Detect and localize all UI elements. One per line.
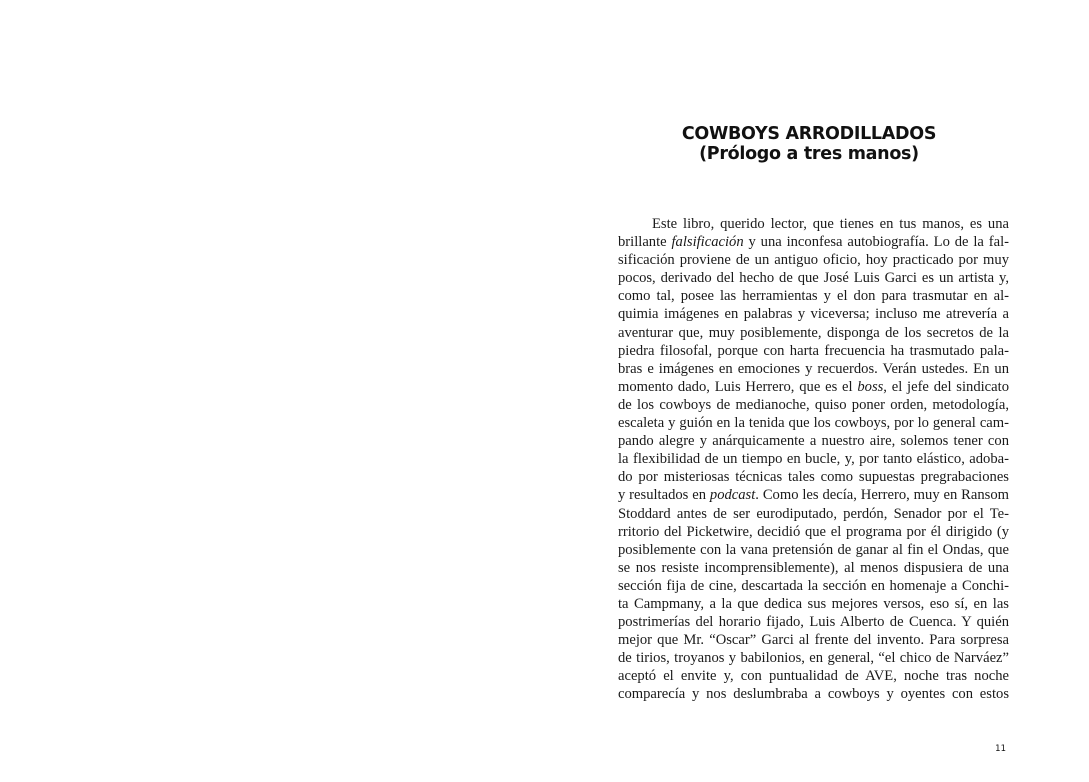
text-line bbox=[618, 577, 1009, 595]
text-segment: momento dado, Luis Herrero, que es el bbox=[618, 378, 858, 395]
text-line bbox=[618, 450, 1009, 468]
text-line bbox=[618, 251, 1009, 269]
text-segment: y una inconfesa autobiografía. Lo de la fal- bbox=[743, 234, 1009, 251]
italic-text-segment: podcast bbox=[709, 487, 756, 504]
text-line bbox=[618, 215, 1009, 233]
text-segment: , el jefe del sindicato bbox=[883, 378, 1009, 395]
text-segment: Stoddard antes de ser eurodiputado, perdón, Senador por el Te- bbox=[618, 505, 1009, 522]
text-segment: rritorio del Picketwire, decidió que el programa por él dirigido (y bbox=[618, 523, 1009, 540]
text-segment: Este libro, querido lector, que tienes en tus manos, es una bbox=[652, 216, 1009, 232]
text-segment: aceptó el envite y, con puntualidad de AVE, noche tras noche bbox=[618, 668, 1009, 685]
text-line bbox=[618, 595, 1009, 613]
chapter-heading bbox=[606, 124, 1012, 164]
text-segment: do por misteriosas técnicas tales como supuestas pregrabaciones bbox=[618, 469, 1009, 486]
italic-text-segment: boss bbox=[857, 378, 884, 395]
text-segment: escaleta y guión en la tenida que los cowboys, por lo general cam- bbox=[618, 415, 1009, 432]
text-line bbox=[618, 432, 1009, 450]
text-line bbox=[618, 685, 1009, 703]
text-line bbox=[618, 378, 1009, 396]
text-segment: ta Campmany, a la que dedica sus mejores versos, eso sí, en las bbox=[618, 595, 1009, 612]
text-segment: brillante bbox=[618, 234, 672, 251]
text-line bbox=[618, 414, 1009, 432]
text-segment: . Como les decía, Herrero, muy en Ransom bbox=[755, 487, 1009, 504]
text-line bbox=[618, 324, 1009, 342]
right-page bbox=[544, 0, 1089, 782]
text-line bbox=[618, 396, 1009, 414]
text-segment: y resultados en bbox=[618, 487, 710, 504]
text-line bbox=[618, 305, 1009, 323]
page-number: 11 bbox=[995, 744, 1006, 754]
text-segment: bras e imágenes en emociones y recuerdos. Verán ustedes. En un bbox=[618, 360, 1009, 377]
text-line bbox=[618, 233, 1009, 251]
text-line bbox=[618, 559, 1009, 577]
text-segment: la flexibilidad de un tiempo en bucle, y, por tanto elástico, adoba- bbox=[618, 451, 1009, 468]
text-line bbox=[618, 342, 1009, 360]
text-segment: quimia imágenes en palabras y viceversa; incluso me atrevería a bbox=[618, 306, 1009, 323]
chapter-title: COWBOYS ARRODILLADOS bbox=[681, 124, 937, 144]
text-segment: se nos resiste incomprensiblemente), al menos dispusiera de una bbox=[618, 559, 1009, 576]
text-line bbox=[618, 287, 1009, 305]
text-line bbox=[618, 523, 1009, 541]
text-segment: posiblemente con la vana pretensión de ganar al fin el Ondas, que bbox=[618, 541, 1009, 558]
text-segment: de tirios, troyanos y babilonios, en general, “el chico de Narváez” bbox=[618, 650, 1009, 667]
text-segment: mejor que Mr. “Oscar” Garci al frente del invento. Para sorpresa bbox=[618, 632, 1009, 649]
text-segment: pando alegre y anárquicamente a nuestro aire, solemos tener con bbox=[618, 433, 1009, 450]
text-segment: de los cowboys de medianoche, quiso poner orden, metodología, bbox=[618, 396, 1009, 413]
text-line bbox=[618, 269, 1009, 287]
body-paragraph bbox=[618, 215, 1009, 704]
text-segment: postrimerías del horario fijado, Luis Alberto de Cuenca. Y quién bbox=[618, 614, 1009, 631]
left-page-blank bbox=[0, 0, 544, 782]
text-line bbox=[618, 360, 1009, 378]
text-segment: piedra filosofal, porque con harta frecuencia ha trasmutado pala- bbox=[618, 342, 1009, 359]
text-segment: como tal, posee las herramientas y el don para trasmutar en al- bbox=[618, 288, 1009, 305]
text-line bbox=[618, 613, 1009, 631]
chapter-subtitle: (Prólogo a tres manos) bbox=[699, 144, 919, 164]
text-segment: comparecía y nos deslumbraba a cowboys y oyentes con estos bbox=[618, 686, 1009, 703]
text-line bbox=[618, 667, 1009, 685]
text-line bbox=[618, 486, 1009, 504]
text-segment: sección fija de cine, descartada la sección en homenaje a Conchi- bbox=[618, 577, 1009, 594]
text-line bbox=[618, 631, 1009, 649]
text-line bbox=[618, 505, 1009, 523]
text-line bbox=[618, 541, 1009, 559]
text-segment: sificación proviene de un antiguo oficio, hoy practicado por muy bbox=[618, 252, 1009, 269]
text-line bbox=[618, 468, 1009, 486]
text-segment: pocos, derivado del hecho de que José Luis Garci es un artista y, bbox=[618, 270, 1009, 287]
text-line bbox=[618, 649, 1009, 667]
text-segment: aventurar que, muy posiblemente, disponga de los secretos de la bbox=[618, 324, 1009, 341]
italic-text-segment: falsificación bbox=[671, 234, 744, 251]
